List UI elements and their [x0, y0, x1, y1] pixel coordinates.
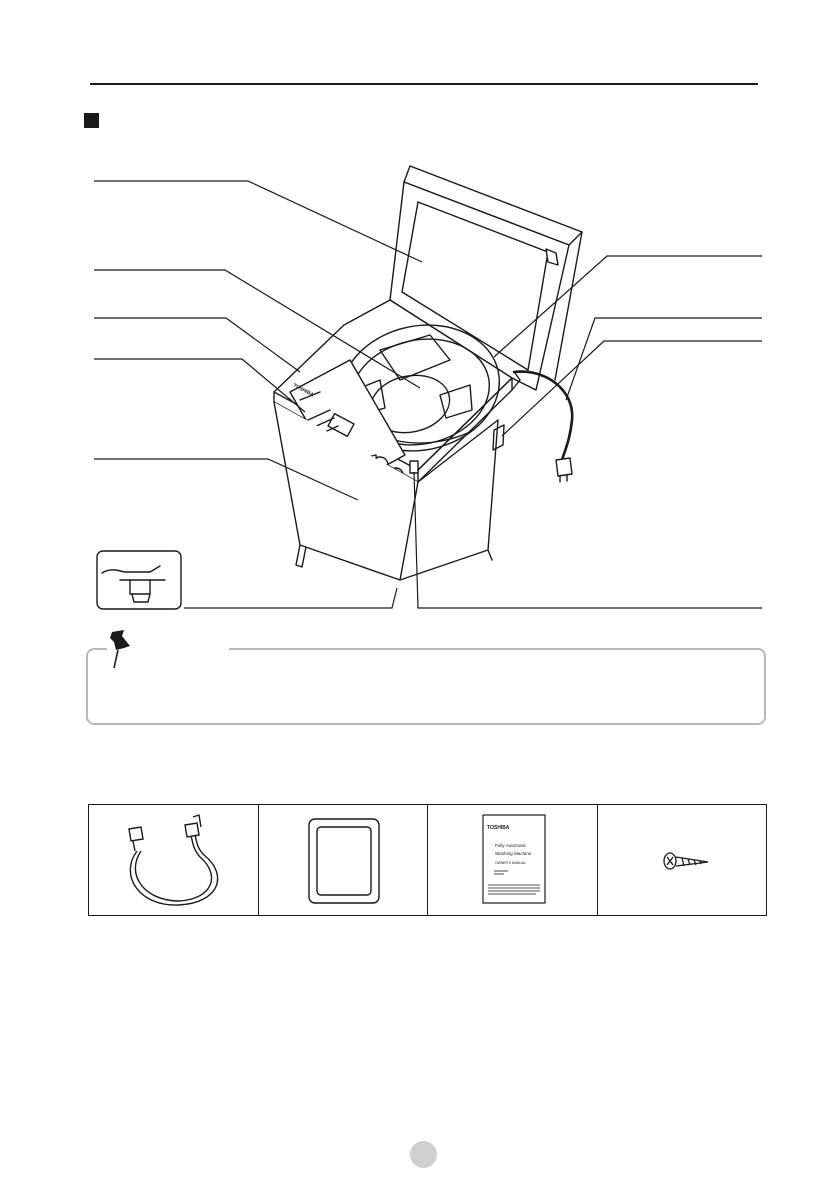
leader-line-leveling-foot	[184, 588, 397, 608]
owners-manual-icon	[428, 805, 597, 915]
accessory-lid-cover	[258, 805, 428, 915]
manual-line2: Washing Machine	[495, 851, 532, 856]
pushpin-icon	[106, 628, 136, 674]
accessory-screw	[597, 805, 767, 915]
lid-cover-sheet-icon	[259, 805, 428, 915]
manual-brand: TOSHIBA	[487, 825, 510, 831]
note-box	[86, 648, 766, 725]
manual-line3: OWNER'S MANUAL	[495, 861, 526, 865]
manual-line1: Fully Automatic	[495, 843, 527, 848]
leader-line-drain-hose	[414, 472, 762, 608]
accessory-inlet-hose	[89, 805, 258, 915]
page-number-dot	[410, 1141, 437, 1168]
accessory-owners-manual	[427, 805, 597, 915]
accessories-table	[88, 804, 767, 916]
brand-mark: TOSHIBA	[292, 382, 315, 399]
leveling-foot-inset	[97, 551, 181, 609]
power-cord	[514, 372, 572, 482]
leader-line-control-panel	[94, 359, 305, 412]
leader-line-lid	[94, 181, 422, 262]
screw-icon	[598, 805, 767, 915]
inlet-hose-icon	[89, 805, 258, 915]
leader-line-power-cord	[566, 318, 762, 400]
drain-hose-holder	[410, 461, 418, 473]
leader-line-cabinet-top	[94, 318, 300, 372]
